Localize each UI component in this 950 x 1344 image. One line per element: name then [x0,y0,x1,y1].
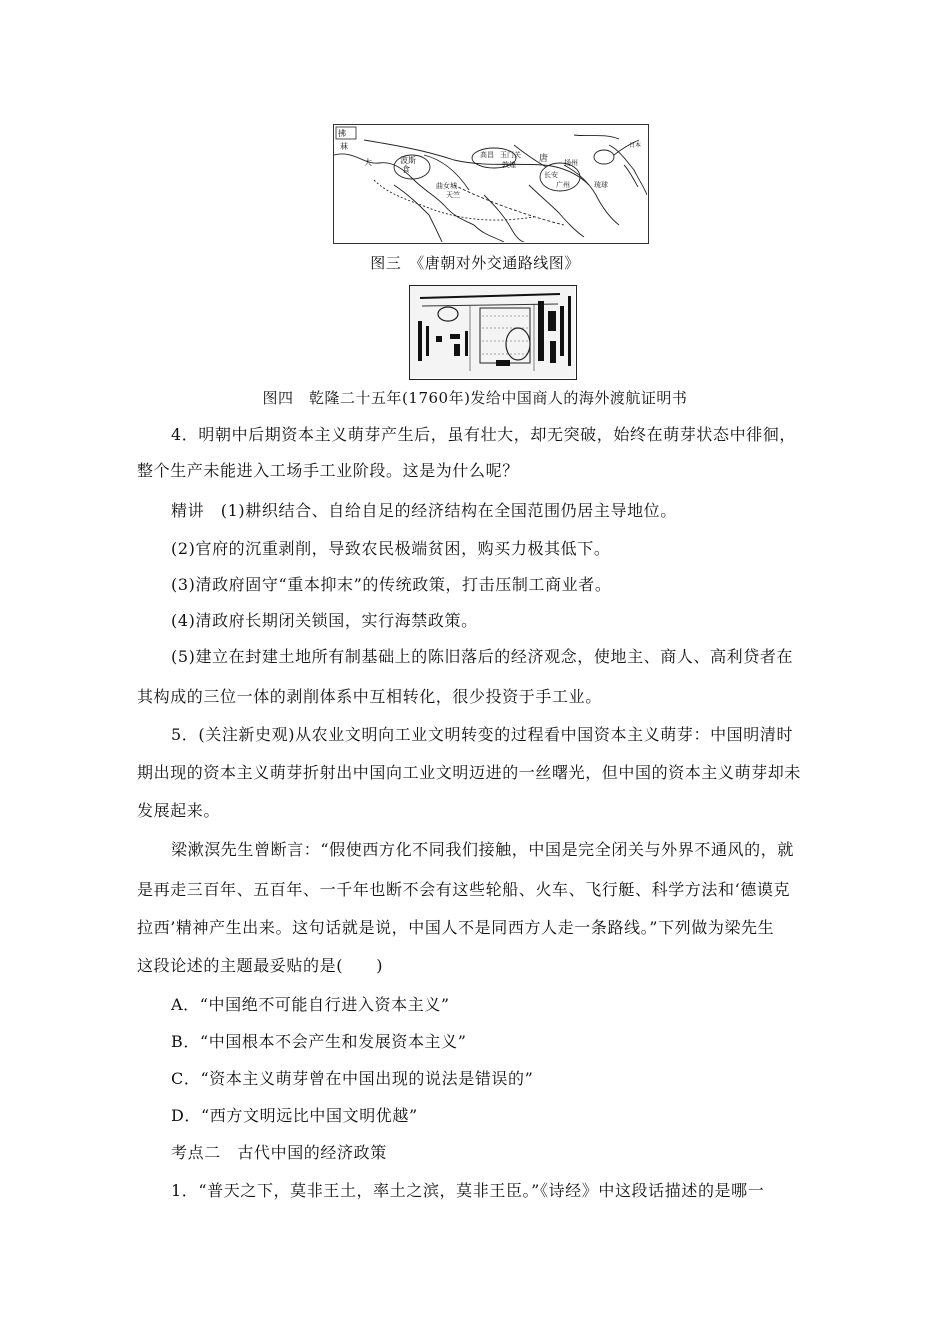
option-c: C．“资本主义萌芽曾在中国出现的说法是错误的” [171,1069,534,1088]
label-dunhuang: 敦煌 [502,161,516,169]
label-lin: 菻 [340,142,348,151]
map-drawing [334,125,647,242]
q5-line-2: 期出现的资本主义萌芽折射出中国向工业文明迈进的一丝曙光，但中国的资本主义萌芽却未 [137,763,802,782]
label-guangzhou: 广州 [556,181,570,189]
figure3-caption: 图三 《唐朝对外交通路线图》 [370,254,580,272]
label-da: 大 [364,158,372,167]
explain-point-5-line-2: 其构成的三位一体的剥削体系中互相转化，很少投资于手工业。 [137,687,602,706]
q5-line-3: 发展起来。 [137,801,221,820]
certificate-drawing [410,286,575,378]
explain-point-2: (2)官府的沉重剥削，导致农民极端贫困，购买力极其低下。 [171,539,611,558]
option-a: A．“中国绝不可能自行进入资本主义” [171,995,450,1014]
kaodian2-q1-line-1: 1．“普天之下，莫非王土，率土之滨，莫非王臣。”《诗经》中这段话描述的是哪一 [171,1181,765,1200]
label-japan: 日本 [629,142,642,149]
q4-line-2: 整个生产未能进入工场手工业阶段。这是为什么呢？ [137,461,519,480]
label-changan: 长安 [544,171,558,179]
label-tianzhu: 天竺 [446,191,460,199]
option-d: D．“西方文明远比中国文明优越” [171,1106,418,1125]
quote-line-2: 是再走三百年、五百年、一千年也断不会有这些轮船、火车、飞行艇、科学方法和‘德谟克 [137,880,791,899]
q5-line-1: 5．(关注新史观)从农业文明向工业文明转变的过程看中国资本主义萌芽：中国明清时 [171,725,794,744]
label-yumen: 玉门关 [500,151,521,159]
tang-route-map [333,124,649,244]
label-gaochang: 高昌 [480,151,494,159]
explain-point-5-line-1: (5)建立在封建土地所有制基础上的陈旧落后的经济观念，使地主、商人、高利贷者在 [171,647,794,666]
explain-heading-point-1: 精讲 (1)耕织结合、自给自足的经济结构在全国范围仍居主导地位。 [171,501,677,520]
option-b: B．“中国根本不会产生和发展资本主义” [171,1032,467,1051]
explain-point-3: (3)清政府固守“重本抑末”的传统政策，打击压制工商业者。 [171,575,612,594]
sailing-certificate-image [409,285,577,380]
quote-line-3: 拉西’精神产生出来。这句话就是说，中国人不是同西方人走一条路线。”下列做为梁先生 [137,918,775,937]
label-shi: 食 [402,165,410,174]
label-liuqiu: 琉球 [594,181,608,189]
label-persia: 波斯 [400,156,416,165]
label-byzantium: 拂 [338,129,346,138]
label-quenu: 曲女城 [436,182,457,190]
q4-line-1: 4．明朝中后期资本主义萌芽产生后，虽有壮大，却无突破，始终在萌芽状态中徘徊， [171,425,796,444]
quote-line-1: 梁漱溟先生曾断言：“假使西方化不同我们接触，中国是完全闭关与外界不通风的，就 [171,840,794,859]
section-heading-kaodian2: 考点二 古代中国的经济政策 [171,1143,387,1162]
label-yangzhou: 扬州 [564,159,578,167]
explain-point-4: (4)清政府长期闭关锁国，实行海禁政策。 [171,611,478,630]
figure4-caption: 图四 乾隆二十五年(1760年)发给中国商人的海外渡航证明书 [262,389,688,407]
label-tang: 唐 [539,154,549,164]
quote-line-4: 这段论述的主题最妥贴的是( ) [137,956,384,975]
